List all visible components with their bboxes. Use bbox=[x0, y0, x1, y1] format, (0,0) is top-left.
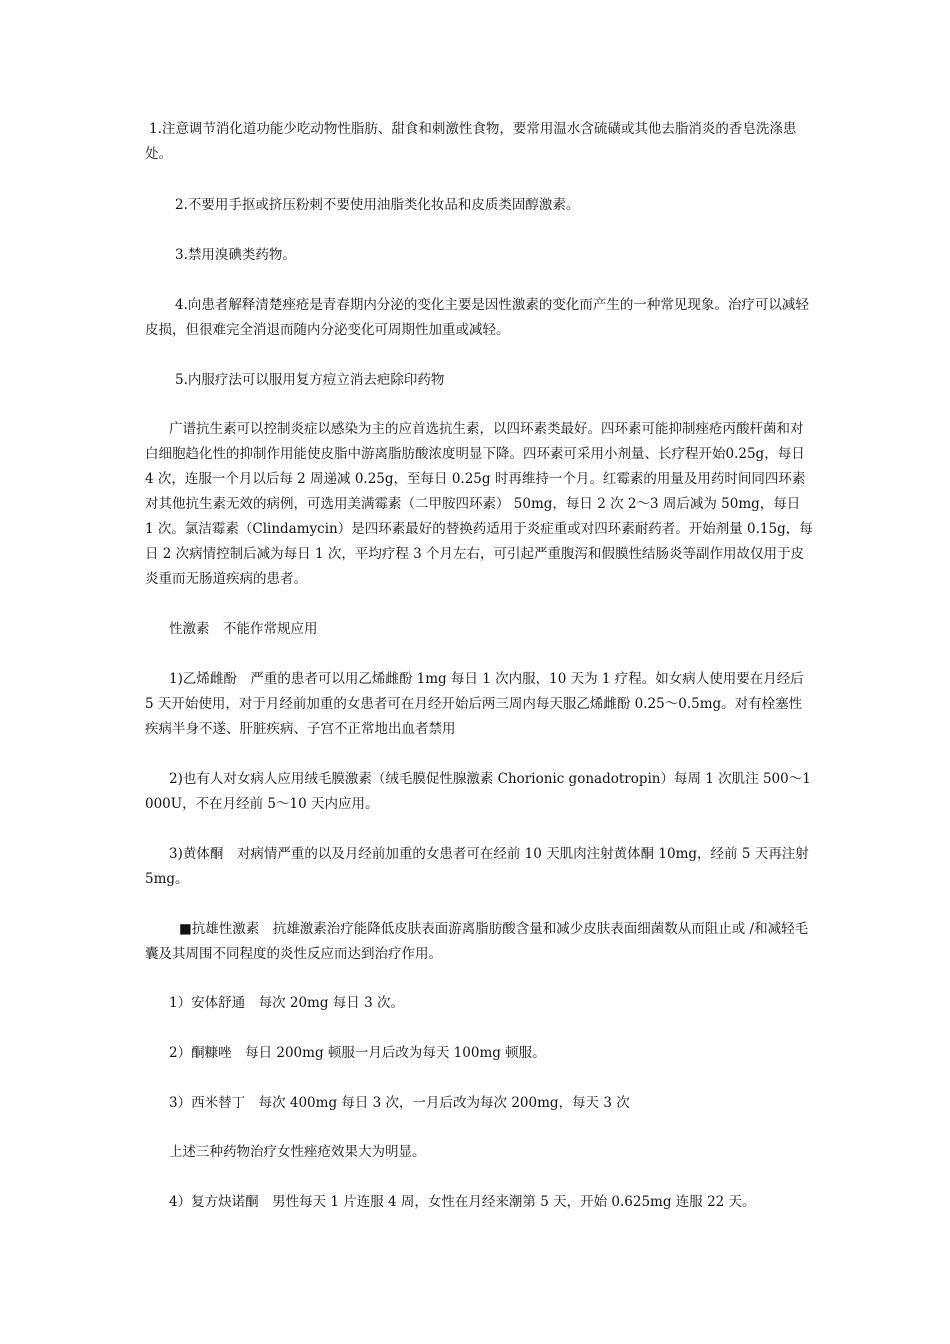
paragraph-4: 4.向患者解释清楚痤疮是青春期内分泌的变化主要是因性激素的变化而产生的一种常见现象。治疗可以减轻皮损，但很难完全消退而随内分泌变化可周期性加重或减轻。 bbox=[145, 297, 809, 338]
paragraph-1: 1.注意调节消化道功能少吃动物性脂肪、甜食和刺激性食物，要常用温水含硫磺或其他去脂消炎的香皂洗涤患处。 bbox=[145, 121, 797, 162]
paragraph-2: 2.不要用手抠或挤压粉刺不要使用油脂类化妆品和皮质类固醇激素。 bbox=[175, 197, 580, 213]
paragraph-6: 广谱抗生素可以控制炎症以感染为主的应首选抗生素，以四环素类最好。四环素可能抑制痤疮丙酸杆菌和对白细胞趋化性的抑制作用能使皮脂中游离脂肪酸浓度明显下降。四环素可采用小剂量、长疗程开始0.25g，每日 4 次，连服一个月以后每 2 周递减 0.25g，至每日 0.25g 时再维持一个月。红霉素的用量及用药时间同四环素对其他抗生素无效的病例，可选用美满霉素（二甲胺四环素） 50mg，每日 2 次 2～3 周后减为 50mg，每日 1 次。氯洁霉素（Clindamycin）是四环素最好的替换药适用于炎症重或对四环素耐药者。开始剂量 0.15g，每日 2 次病情控制后减为每日 1 次，平均疗程 3 个月左右，可引起严重腹泻和假膜性结肠炎等副作用故仅用于皮炎重而无肠道疾病的患者。 bbox=[145, 421, 813, 587]
paragraph-13: 2）酮糠唑 每日 200mg 顿服一月后改为每天 100mg 顿服。 bbox=[169, 1045, 546, 1061]
paragraph-9: 2)也有人对女病人应用绒毛膜激素（绒毛膜促性腺激素 Chorionic gonadotropin）每周 1 次肌注 500～1000U，不在月经前 5～10 天内应用。 bbox=[145, 771, 811, 812]
paragraph-10: 3)黄体酮 对病情严重的以及月经前加重的女患者可在经前 10 天肌肉注射黄体酮 10mg，经前 5 天再注射 5mg。 bbox=[145, 846, 809, 887]
paragraph-3: 3.禁用溴碘类药物。 bbox=[175, 247, 296, 263]
paragraph-15: 上述三种药物治疗女性痤疮效果大为明显。 bbox=[169, 1144, 426, 1160]
paragraph-8: 1)乙烯雌酚 严重的患者可以用乙烯雌酚 1mg 每日 1 次内服，10 天为 1 疗程。如女病人使用要在月经后 5 天开始使用，对于月经前加重的女患者可在月经开始后两三周内每天服乙烯雌酚 0.25～0.5mg。对有栓塞性疾病半身不遂、肝脏疾病、子宫不正常地出血者禁用 bbox=[145, 671, 804, 737]
paragraph-7: 性激素 不能作常规应用 bbox=[169, 621, 318, 637]
paragraph-11: ■抗雄性激素 抗雄激素治疗能降低皮肤表面游离脂肪酸含量和减少皮肤表面细菌数从而阻止或 /和减轻毛囊及其周围不同程度的炎性反应而达到治疗作用。 bbox=[145, 921, 809, 962]
paragraph-12: 1）安体舒通 每次 20mg 每日 3 次。 bbox=[169, 995, 404, 1011]
paragraph-14: 3）西米替丁 每次 400mg 每日 3 次，一月后改为每次 200mg，每天 3 次 bbox=[169, 1095, 630, 1111]
paragraph-16: 4）复方炔诺酮 男性每天 1 片连服 4 周，女性在月经来潮第 5 天，开始 0.625mg 连服 22 天。 bbox=[169, 1194, 756, 1210]
paragraph-5: 5.内服疗法可以服用复方痘立消去疤除印药物 bbox=[175, 372, 445, 388]
